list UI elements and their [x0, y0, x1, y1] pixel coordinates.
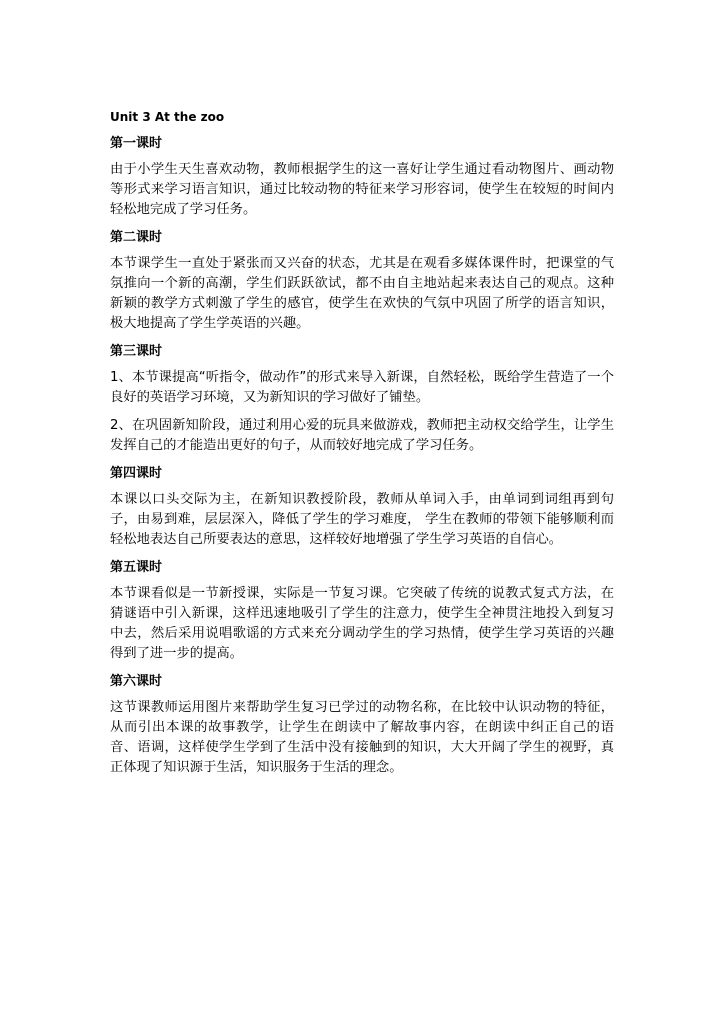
lesson-section-5 [110, 558, 614, 664]
document-title: Unit 3 At the zoo [110, 110, 225, 124]
document-page [110, 108, 614, 786]
lesson-heading: 第二课时 [110, 230, 163, 245]
lesson-section-4 [110, 464, 614, 550]
lesson-heading: 第六课时 [110, 674, 163, 689]
lesson-paragraph: 这节课教师运用图片来帮助学生复习已学过的动物名称，在比较中认识动物的特征，从而引出本课的故事教学，让学生在朗读中了解故事内容，在朗读中纠正自己的语音、语调，这样使学生学到了生活中没有接触到的知识，大大开阔了学生的视野，真正体现了知识源于生活，知识服务于生活的理念。 [110, 700, 614, 775]
lesson-paragraph: 2、在巩固新知阶段，通过利用心爱的玩具来做游戏，教师把主动权交给学生，让学生发挥自己的才能造出更好的句子，从而较好地完成了学习任务。 [110, 418, 614, 453]
lesson-paragraph: 本节课看似是一节新授课，实际是一节复习课。它突破了传统的说教式复式方法，在猜谜语中引入新课，这样迅速地吸引了学生的注意力，使学生全神贯注地投入到复习中去，然后采用说唱歌谣的方式来充分调动学生的学习热情，使学生学习英语的兴趣得到了进一步的提高。 [110, 586, 614, 661]
lesson-heading: 第四课时 [110, 466, 163, 481]
lesson-paragraph: 本节课学生一直处于紧张而又兴奋的状态，尤其是在观看多媒体课件时，把课堂的气氛推向一个新的高潮，学生们跃跃欲试，都不由自主地站起来表达自己的观点。这种新颖的教学方式刺激了学生的感官，使学生在欢快的气氛中巩固了所学的语言知识，极大地提高了学生学英语的兴趣。 [110, 256, 614, 331]
lesson-heading: 第三课时 [110, 344, 163, 359]
lesson-section-2 [110, 228, 614, 334]
lesson-heading: 第五课时 [110, 560, 163, 575]
lesson-section-6 [110, 672, 614, 778]
lesson-paragraph: 1、本节课提高“听指令，做动作”的形式来导入新课，自然轻松，既给学生营造了一个良好的英语学习环境，又为新知识的学习做好了铺垫。 [110, 370, 614, 405]
lesson-paragraph: 本课以口头交际为主，在新知识教授阶段，教师从单词入手，由单词到词组再到句子，由易到难，层层深入，降低了学生的学习难度， 学生在教师的带领下能够顺利而轻松地表达自己所要表达的意思，这样较好地增强了学生学习英语的自信心。 [110, 492, 614, 547]
lesson-heading: 第一课时 [110, 136, 163, 151]
lesson-section-1 [110, 134, 614, 220]
lesson-section-3 [110, 342, 614, 456]
lesson-paragraph: 由于小学生天生喜欢动物，教师根据学生的这一喜好让学生通过看动物图片、画动物等形式来学习语言知识，通过比较动物的特征来学习形容词，使学生在较短的时间内轻松地完成了学习任务。 [110, 162, 614, 217]
